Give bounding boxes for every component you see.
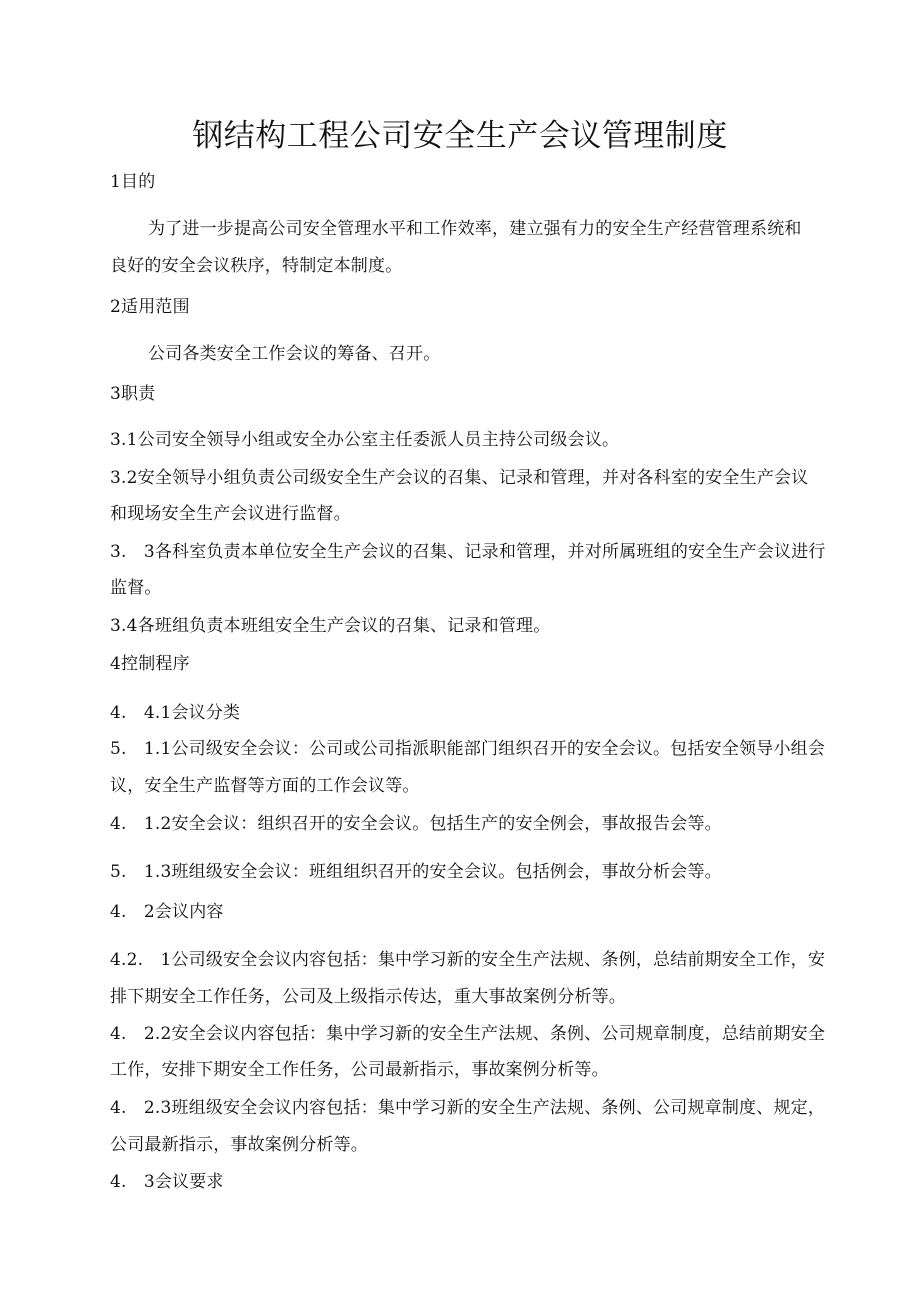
paragraph-line: 4. 2.2安全会议内容包括：集中学习新的安全生产法规、条例、公司规章制度，总结前期安全 [110, 1024, 826, 1044]
paragraph-line: 3. 3各科室负责本单位安全生产会议的召集、记录和管理，并对所属班组的安全生产会议进行 [110, 542, 826, 562]
paragraph-line: 公司最新指示，事故案例分析等。 [110, 1135, 368, 1155]
paragraph-line: 议，安全生产监督等方面的工作会议等。 [110, 776, 420, 796]
paragraph-line: 3.4各班组负责本班组安全生产会议的召集、记录和管理。 [110, 616, 551, 636]
paragraph-line: 4. 2会议内容 [110, 902, 224, 922]
paragraph-line: 排下期安全工作任务，公司及上级指示传达，重大事故案例分析等。 [110, 987, 626, 1007]
paragraph-line: 4. 2.3班组级安全会议内容包括：集中学习新的安全生产法规、条例、公司规章制度、规定， [110, 1098, 826, 1118]
paragraph-line: 良好的安全会议秩序，特制定本制度。 [110, 256, 403, 276]
section-heading-purpose: 1目的 [110, 172, 156, 192]
paragraph-line: 3.1公司安全领导小组或安全办公室主任委派人员主持公司级会议。 [110, 430, 620, 450]
paragraph-line: 和现场安全生产会议进行监督。 [110, 504, 351, 524]
section-heading-control: 4控制程序 [110, 654, 190, 674]
paragraph-line: 监督。 [110, 578, 162, 598]
paragraph-line: 5. 1.3班组级安全会议：班组组织召开的安全会议。包括例会，事故分析会等。 [110, 862, 722, 882]
section-heading-scope: 2适用范围 [110, 297, 190, 317]
paragraph-line: 为了进一步提高公司安全管理水平和工作效率，建立强有力的安全生产经营管理系统和 [148, 219, 802, 239]
paragraph-line: 4. 3会议要求 [110, 1172, 224, 1192]
paragraph-line: 公司各类安全工作会议的筹备、召开。 [148, 344, 441, 364]
paragraph-line: 4.2. 1公司级安全会议内容包括：集中学习新的安全生产法规、条例，总结前期安全工作，安 [110, 950, 826, 970]
paragraph-line: 3.2安全领导小组负责公司级安全生产会议的召集、记录和管理，并对各科室的安全生产会议 [110, 468, 809, 488]
paragraph-line: 工作，安排下期安全工作任务，公司最新指示，事故案例分析等。 [110, 1060, 609, 1080]
paragraph-line: 4. 1.2安全会议：组织召开的安全会议。包括生产的安全例会，事故报告会等。 [110, 814, 722, 834]
section-heading-responsibilities: 3职责 [110, 384, 156, 404]
paragraph-line: 4. 4.1会议分类 [110, 703, 241, 723]
document-title: 钢结构工程公司安全生产会议管理制度 [192, 118, 728, 154]
paragraph-line: 5. 1.1公司级安全会议：公司或公司指派职能部门组织召开的安全会议。包括安全领导小组会 [110, 739, 826, 759]
